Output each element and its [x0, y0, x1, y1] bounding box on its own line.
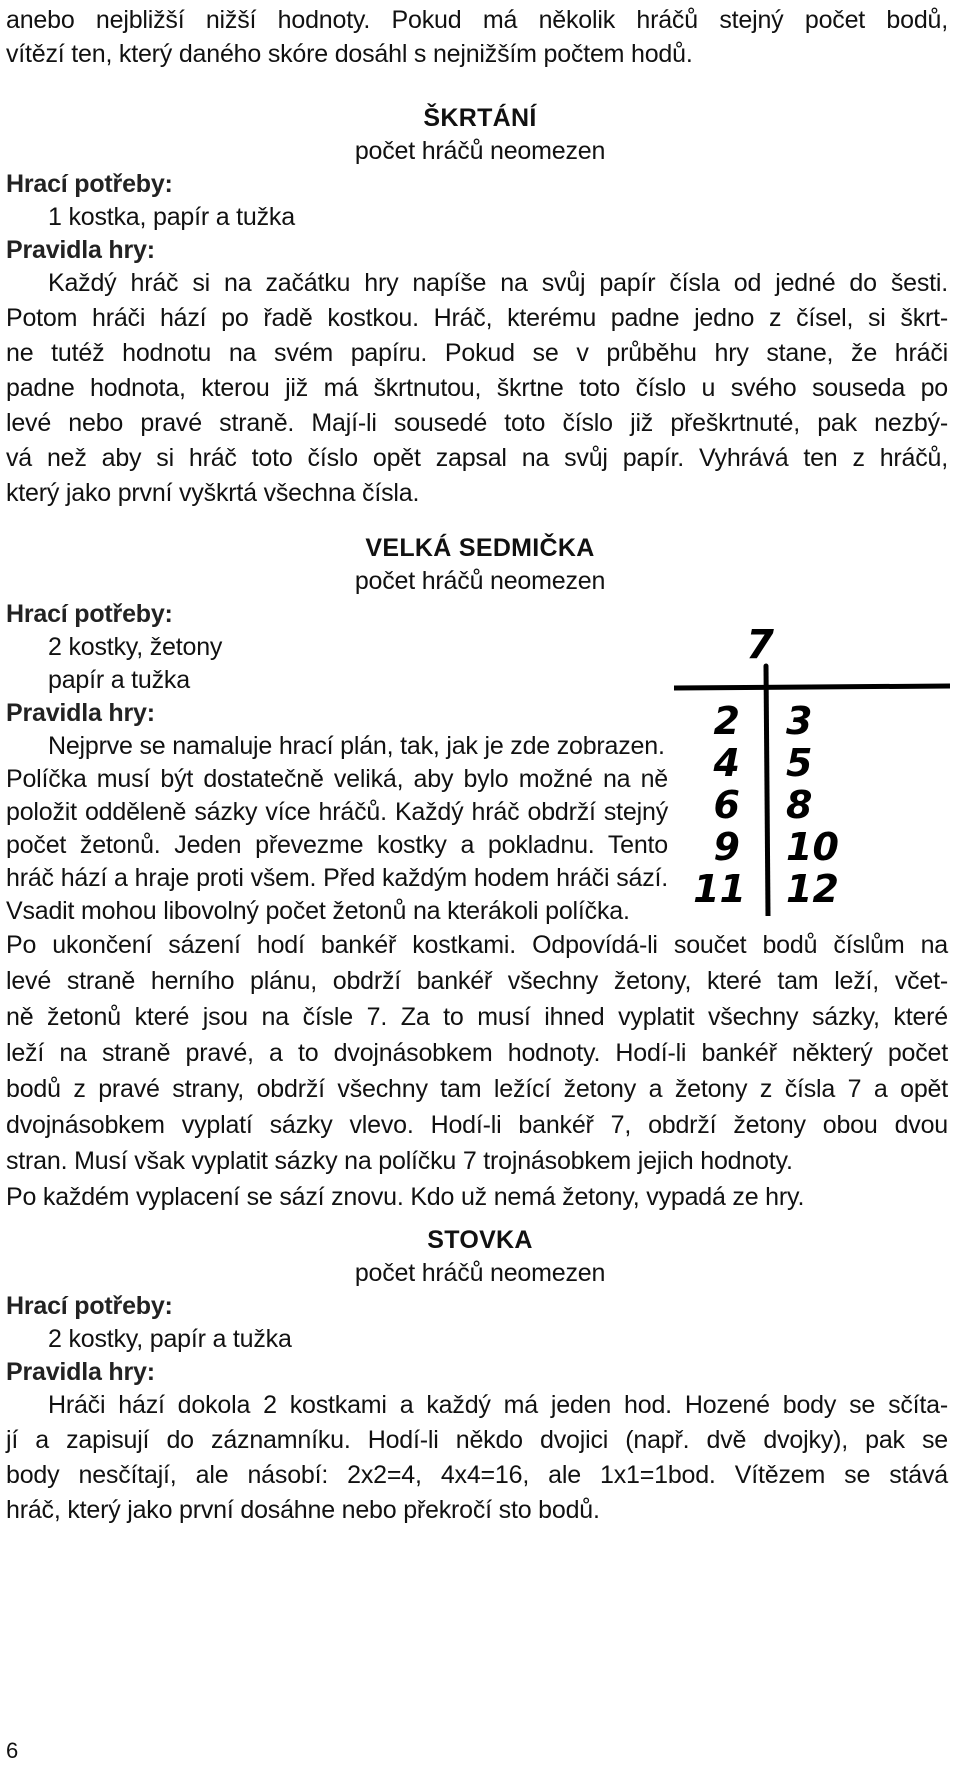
board-number-right: 10	[786, 825, 839, 869]
rules-line: Políčka musí být dostatečně veliká, aby bylo možné na ně	[6, 765, 668, 793]
board-number-left: 2	[713, 699, 740, 743]
game-board-diagram	[674, 616, 950, 916]
section-title-stovka: STOVKA	[427, 1226, 533, 1254]
rules-line: stran. Musí však vyplatit sázky na políčku 7 trojnásobkem jejich hodnoty.	[6, 1147, 793, 1175]
players-skrtani: počet hráčů neomezen	[354, 137, 606, 165]
rules-line: hráč, který jako první dosáhne nebo překročí sto bodů.	[6, 1496, 600, 1524]
rules-line: levé nebo pravé straně. Mají-li sousedé toto číslo již přeškrtnuté, pak nezbý-	[6, 409, 948, 437]
needs-label-velka-sedmicka: Hrací potřeby:	[6, 600, 173, 628]
rules-line: body nesčítají, ale násobí: 2x2=4, 4x4=16, ale 1x1=1bod. Vítězem se stává	[6, 1461, 948, 1489]
board-vertical-line	[766, 666, 768, 916]
rules-line: padne hodnota, kterou již má škrtnutou, škrtne toto číslo u svého souseda po	[6, 374, 948, 402]
needs-label-stovka: Hrací potřeby:	[6, 1292, 173, 1320]
board-number-right: 5	[786, 741, 813, 785]
board-number-right: 12	[786, 867, 839, 911]
rules-line: levé straně herního plánu, obdrží bankéř všechny žetony, které tam leží, včet-	[6, 967, 948, 995]
intro-line-2: vítězí ten, který daného skóre dosáhl s nejnižším počtem hodů.	[6, 40, 693, 68]
rules-line: který jako první vyškrtá všechna čísla.	[6, 479, 420, 507]
needs-skrtani: 1 kostka, papír a tužka	[48, 203, 295, 231]
board-number-left: 6	[713, 783, 740, 827]
players-velka-sedmicka: počet hráčů neomezen	[354, 567, 606, 595]
rules-line: Po ukončení sázení hodí bankéř kostkami. Odpovídá-li součet bodů číslům na	[6, 931, 948, 959]
board-number-left: 11	[693, 867, 746, 911]
rules-line: jí a zapisují do záznamníku. Hodí-li někdo dvojici (např. dvě dvojky), pak se	[6, 1426, 948, 1454]
section-title-skrtani: ŠKRTÁNÍ	[423, 104, 537, 132]
rules-label-stovka: Pravidla hry:	[6, 1358, 155, 1386]
rules-line: Vsadit mohou libovolný počet žetonů na kterákoli políčka.	[6, 897, 630, 925]
rules-line: vá než aby si hráč toto číslo opět zapsal na svůj papír. Vyhrává ten z hráčů,	[6, 444, 948, 472]
section-title-velka-sedmicka: VELKÁ SEDMIČKA	[365, 534, 595, 562]
board-number-left: 4	[713, 741, 740, 785]
rules-line: položit odděleně sázky více hráčů. Každý hráč obdrží stejný	[6, 798, 668, 826]
rules-line: počet žetonů. Jeden převezme kostky a pokladnu. Tento	[6, 831, 668, 859]
rules-line: hráč hází a hraje proti všem. Před každým hodem hráči sází.	[6, 864, 668, 892]
board-number-right: 8	[786, 783, 813, 827]
rules-line: ně žetonů které jsou na čísle 7. Za to musí ihned vyplatit všechny sázky, které	[6, 1003, 948, 1031]
rules-line: Hráči hází dokola 2 kostkami a každý má jeden hod. Hozené body se sčíta-	[48, 1391, 948, 1419]
board-horizontal-line	[674, 686, 950, 688]
rules-line: ne tutéž hodnotu na svém papíru. Pokud se v průběhu hry stane, že hráči	[6, 339, 948, 367]
page-number: 6	[6, 1738, 19, 1763]
intro-line-1: anebo nejbližší nižší hodnoty. Pokud má několik hráčů stejný počet bodů,	[6, 6, 948, 34]
needs-stovka: 2 kostky, papír a tužka	[48, 1325, 292, 1353]
board-number-left: 9	[713, 825, 740, 869]
rules-line: bodů z pravé strany, obdrží všechny tam ležící žetony a žetony z čísla 7 a opět	[6, 1075, 948, 1103]
rules-line: dvojnásobkem vyplatí sázky vlevo. Hodí-li bankéř 7, obdrží žetony obou dvou	[6, 1111, 948, 1139]
board-number-right: 3	[786, 699, 813, 743]
rules-line: leží na straně pravé, a to dvojnásobkem hodnoty. Hodí-li bankéř některý počet	[6, 1039, 948, 1067]
rules-line: Potom hráči hází po řadě kostkou. Hráč, kterému padne jedno z čísel, si škrt-	[6, 304, 948, 332]
needs-velka-sedmicka-2: papír a tužka	[48, 666, 190, 694]
rules-line: Každý hráč si na začátku hry napíše na svůj papír čísla od jedné do šesti.	[48, 269, 948, 297]
rules-label-velka-sedmicka: Pravidla hry:	[6, 699, 155, 727]
board-number-top: 7	[746, 622, 774, 668]
needs-velka-sedmicka-1: 2 kostky, žetony	[48, 633, 223, 661]
players-stovka: počet hráčů neomezen	[354, 1259, 606, 1287]
rules-label-skrtani: Pravidla hry:	[6, 236, 155, 264]
rules-line: Nejprve se namaluje hrací plán, tak, jak je zde zobrazen.	[48, 732, 665, 760]
needs-label-skrtani: Hrací potřeby:	[6, 170, 173, 198]
rules-line: Po každém vyplacení se sází znovu. Kdo už nemá žetony, vypadá ze hry.	[6, 1183, 805, 1211]
